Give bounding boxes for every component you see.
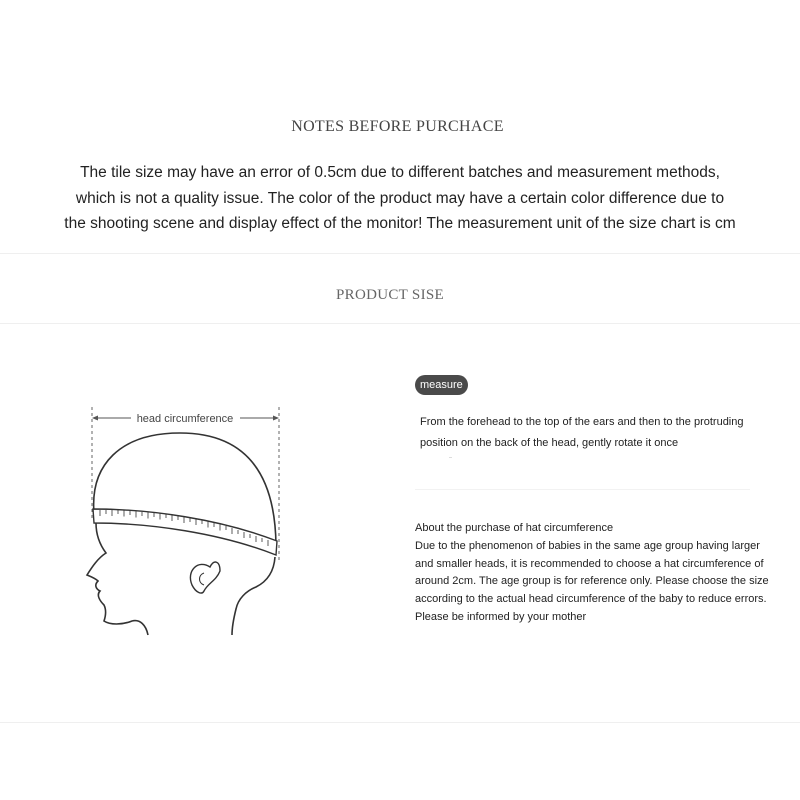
measure-line-1: From the forehead to the top of the ears and then to the protruding — [420, 416, 744, 428]
head-circumference-label: head circumference — [136, 413, 234, 425]
notes-title: NOTES BEFORE PURCHACE — [291, 118, 504, 135]
decorative-dot — [449, 457, 452, 458]
thin-separator — [415, 489, 750, 490]
arrow-head-right — [273, 416, 279, 421]
face-profile — [87, 523, 148, 635]
about-line-6: Please be informed by your mother — [415, 610, 587, 623]
product-size-title: PRODUCT SISE — [336, 287, 444, 303]
arrow-head-left — [92, 416, 98, 421]
about-line-2: Due to the phenomenon of babies in the same age group having larger — [415, 539, 760, 552]
ear-icon — [190, 562, 220, 593]
about-line-3: and smaller heads, it is recommended to choose a hat circumference of — [415, 557, 764, 570]
about-line-1: About the purchase of hat circumference — [415, 522, 614, 534]
notes-line-1: The tile size may have an error of 0.5cm due to different batches and measurement methods, — [80, 164, 720, 181]
measure-description — [420, 412, 790, 454]
about-hat-circumference — [415, 520, 795, 627]
about-line-4: around 2cm. The age group is for reference only. Please choose the size — [415, 575, 769, 588]
notes-line-2: which is not a quality issue. The color of the product may have a certain color difference due to — [75, 189, 725, 207]
notes-body — [10, 160, 790, 237]
section-divider-middle — [0, 323, 800, 324]
ear-inner — [200, 573, 205, 585]
neck-outline — [232, 557, 275, 635]
measuring-tape — [93, 509, 277, 555]
section-divider-top — [0, 253, 800, 254]
measure-badge: measure — [415, 375, 468, 395]
about-line-5: according to the actual head circumference of the baby to reduce errors. — [415, 593, 767, 606]
measure-line-2: position on the back of the head, gently rotate it once — [420, 437, 679, 449]
notes-line-3: the shooting scene and display effect of the monitor! The measurement unit of the size chart is cm — [64, 215, 736, 232]
head-measurement-illustration — [70, 395, 300, 645]
section-divider-bottom — [0, 722, 800, 723]
